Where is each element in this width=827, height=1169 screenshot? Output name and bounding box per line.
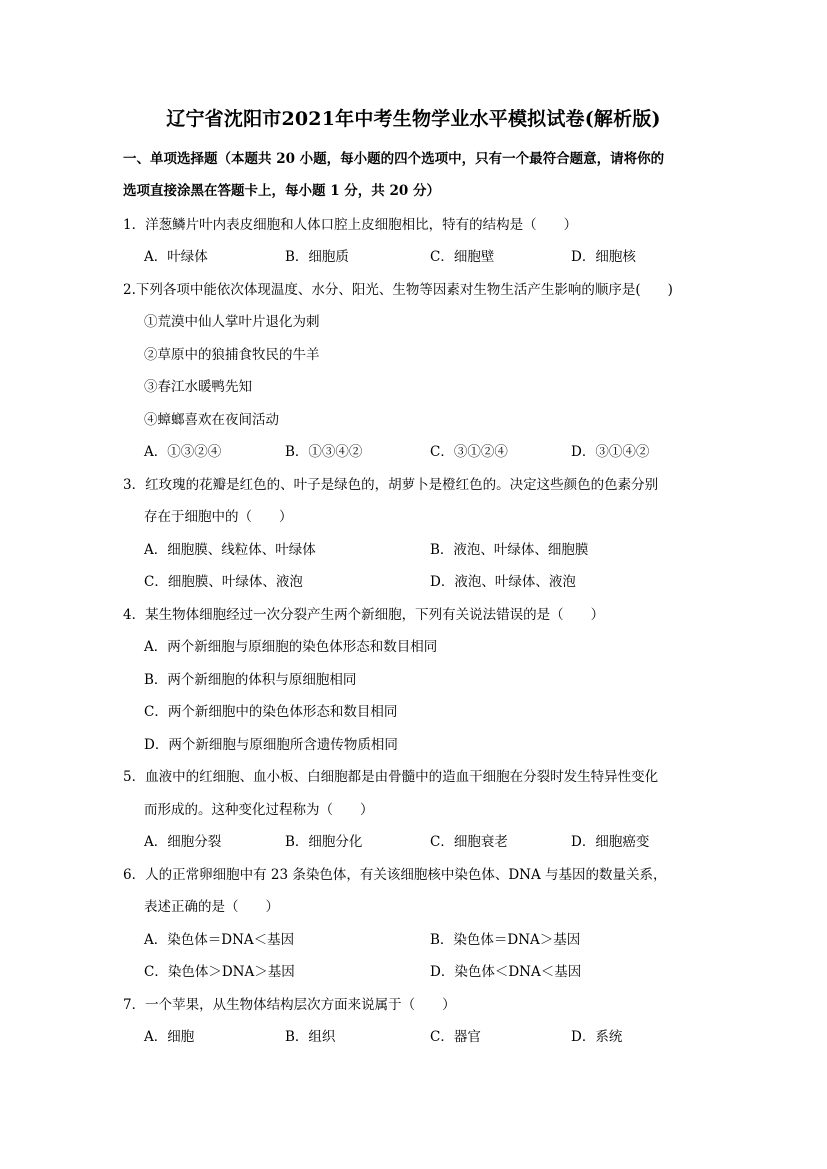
question-6-stem-line-1: 6．人的正常卵细胞中有 23 条染色体，有关该细胞核中染色体、DNA 与基因的数量关系， <box>123 867 667 883</box>
question-5-option-d[interactable]: D．细胞癌变 <box>571 834 650 850</box>
question-5-option-b[interactable]: B．细胞分化 <box>285 834 363 850</box>
question-4-option-a[interactable]: A．两个新细胞与原细胞的染色体形态和数目相同 <box>144 639 438 655</box>
question-2-item-3: ③春江水暖鸭先知 <box>144 379 252 395</box>
question-3-option-a[interactable]: A．细胞膜、线粒体、叶绿体 <box>144 542 316 558</box>
page-title: 辽宁省沈阳市2021年中考生物学业水平模拟试卷(解析版) <box>166 108 661 130</box>
question-2-item-1: ①荒漠中仙人掌叶片退化为刺 <box>144 314 320 330</box>
question-5-option-c[interactable]: C．细胞衰老 <box>430 834 508 850</box>
question-1-option-b[interactable]: B．细胞质 <box>285 249 349 265</box>
question-6-option-d[interactable]: D．染色体＜DNA＜基因 <box>430 964 582 980</box>
question-4-stem: 4．某生物体细胞经过一次分裂产生两个新细胞，下列有关说法错误的是（ ） <box>123 607 605 623</box>
question-7-option-b[interactable]: B．组织 <box>285 1029 336 1045</box>
section-instructions-line-1: 一、单项选择题（本题共 20 小题，每小题的四个选项中，只有一个最符合题意，请将你的 <box>123 151 665 167</box>
question-7-option-d[interactable]: D．系统 <box>571 1029 623 1045</box>
question-1-option-d[interactable]: D．细胞核 <box>571 249 636 265</box>
question-1-stem: 1．洋葱鳞片叶内表皮细胞和人体口腔上皮细胞相比，特有的结构是（ ） <box>123 217 578 233</box>
question-6-option-c[interactable]: C．染色体＞DNA＞基因 <box>144 964 295 980</box>
question-5-stem-line-1: 5．血液中的红细胞、血小板、白细胞都是由骨髓中的造血干细胞在分裂时发生特异性变化 <box>123 769 659 785</box>
question-2-item-4: ④蟑螂喜欢在夜间活动 <box>144 412 279 428</box>
question-1-option-a[interactable]: A．叶绿体 <box>144 249 208 265</box>
question-2-item-2: ②草原中的狼捕食牧民的牛羊 <box>144 347 320 363</box>
question-2-option-c[interactable]: C．③①②④ <box>430 444 508 460</box>
question-3-option-d[interactable]: D．液泡、叶绿体、液泡 <box>430 574 576 590</box>
question-6-option-b[interactable]: B．染色体＝DNA＞基因 <box>430 932 581 948</box>
question-3-stem-line-1: 3．红玫瑰的花瓣是红色的、叶子是绿色的，胡萝卜是橙红色的。决定这些颜色的色素分别 <box>123 477 659 493</box>
question-4-option-d[interactable]: D．两个新细胞与原细胞所含遗传物质相同 <box>144 737 398 753</box>
question-5-stem-line-2: 而形成的。这种变化过程称为（ ） <box>144 802 374 818</box>
question-4-option-c[interactable]: C．两个新细胞中的染色体形态和数目相同 <box>144 704 398 720</box>
question-2-stem: 2.下列各项中能依次体现温度、水分、阳光、生物等因素对生物生活产生影响的顺序是( ) <box>123 282 673 298</box>
question-2-option-d[interactable]: D．③①④② <box>571 444 650 460</box>
question-2-option-a[interactable]: A．①③②④ <box>144 444 222 460</box>
question-1-option-c[interactable]: C．细胞壁 <box>430 249 495 265</box>
question-7-option-c[interactable]: C．器官 <box>430 1029 481 1045</box>
question-3-stem-line-2: 存在于细胞中的（ ） <box>144 509 293 525</box>
question-6-option-a[interactable]: A．染色体＝DNA＜基因 <box>144 932 295 948</box>
question-7-stem: 7．一个苹果，从生物体结构层次方面来说属于（ ） <box>123 997 456 1013</box>
question-3-option-c[interactable]: C．细胞膜、叶绿体、液泡 <box>144 574 303 590</box>
section-instructions-line-2: 选项直接涂黑在答题卡上，每小题 1 分，共 20 分） <box>123 183 440 199</box>
question-6-stem-line-2: 表述正确的是（ ） <box>144 899 279 915</box>
question-2-option-b[interactable]: B．①③④② <box>285 444 363 460</box>
question-3-option-b[interactable]: B．液泡、叶绿体、细胞膜 <box>430 542 589 558</box>
question-4-option-b[interactable]: B．两个新细胞的体积与原细胞相同 <box>144 672 357 688</box>
question-5-option-a[interactable]: A．细胞分裂 <box>144 834 222 850</box>
question-7-option-a[interactable]: A．细胞 <box>144 1029 195 1045</box>
